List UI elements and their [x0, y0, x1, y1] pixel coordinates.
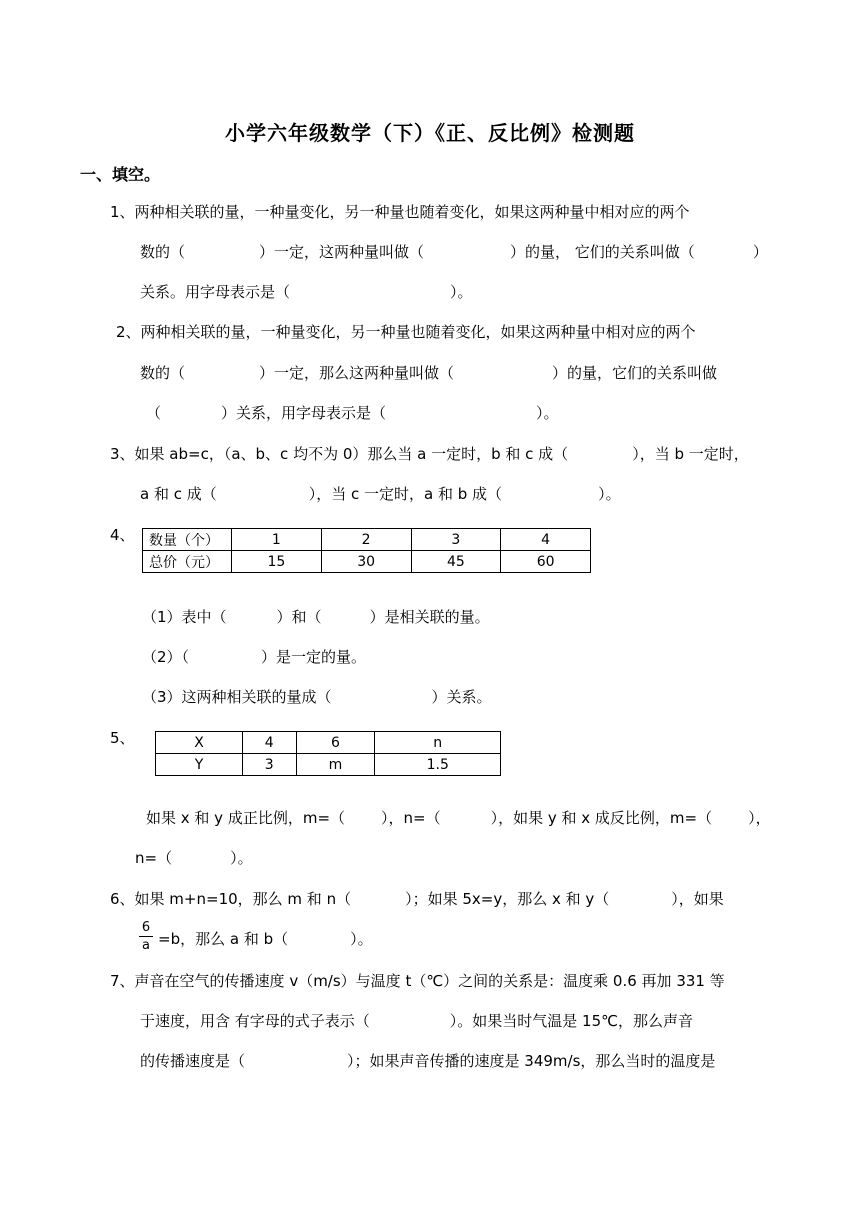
- table-row: [143, 551, 591, 573]
- q6-line1: 6、如果 m+n=10，那么 m 和 n（ ）；如果 5x=y，那么 x 和 y（ ），如果: [110, 890, 724, 908]
- q3-line1: 3、如果 ab=c，（a、b、c 均不为 0）那么当 a 一定时，b 和 c 成（ ），当 b 一定时，: [110, 445, 749, 463]
- table-cell: 4: [243, 732, 297, 754]
- fraction-numerator: 6: [141, 920, 151, 935]
- fraction-bar: [139, 936, 153, 937]
- q2-line3: （ ）关系，用字母表示是（ ）。: [146, 404, 559, 422]
- q7-line2: 于速度，用含 有字母的式子表示（ ）。如果当时气温是 15℃，那么声音: [140, 1012, 693, 1030]
- fraction-6-over-a: [139, 920, 153, 953]
- q4-sub1: （1）表中（ ）和（ ）是相关联的量。: [142, 608, 490, 626]
- q1-line2: 数的（ ）一定，这两种量叫做（ ）的量， 它们的关系叫做（ ）: [140, 243, 768, 261]
- table-cell: 数量（个）: [143, 529, 232, 551]
- q4-table: [142, 528, 591, 573]
- table-cell: 4: [501, 529, 591, 551]
- table-cell: 1.5: [375, 754, 501, 776]
- fraction-denominator: a: [142, 938, 150, 953]
- table-cell: 1: [232, 529, 322, 551]
- q7-line3: 的传播速度是（ ）；如果声音传播的速度是 349m/s，那么当时的温度是: [140, 1052, 716, 1070]
- table-cell: X: [156, 732, 243, 754]
- q2-line2: 数的（ ）一定，那么这两种量叫做（ ）的量，它们的关系叫做: [140, 364, 718, 382]
- table-cell: 3: [243, 754, 297, 776]
- table-cell: 45: [411, 551, 501, 573]
- q5-table: [155, 731, 501, 776]
- table-row: [156, 754, 501, 776]
- q3-line2: a 和 c 成（ ），当 c 一定时，a 和 b 成（ ）。: [140, 485, 621, 503]
- section-heading: 一、填空。: [80, 165, 161, 184]
- table-cell: 30: [321, 551, 411, 573]
- q1-line1: 1、两种相关联的量，一种量变化，另一种量也随着变化，如果这两种量中相对应的两个: [110, 203, 690, 221]
- table-cell: n: [375, 732, 501, 754]
- q5-line2: n=（ ）。: [135, 849, 253, 867]
- q5-line1: 如果 x 和 y 成正比例，m=（ ），n=（ ），如果 y 和 x 成反比例，m=（ ），: [146, 809, 771, 827]
- table-cell: Y: [156, 754, 243, 776]
- q1-line3: 关系。用字母表示是（ ）。: [140, 283, 473, 301]
- q4-sub2: （2）（ ）是一定的量。: [142, 648, 367, 666]
- table-row: [156, 732, 501, 754]
- table-cell: 6: [296, 732, 375, 754]
- q4-number: 4、: [110, 526, 135, 544]
- table-cell: 总价（元）: [143, 551, 232, 573]
- q7-line1: 7、声音在空气的传播速度 v（m/s）与温度 t（℃）之间的关系是：温度乘 0.6 再加 331 等: [110, 972, 725, 990]
- q2-line1: 2、两种相关联的量，一种量变化，另一种量也随着变化，如果这两种量中相对应的两个: [116, 323, 696, 341]
- table-cell: 60: [501, 551, 591, 573]
- q5-number: 5、: [110, 729, 135, 747]
- table-row: [143, 529, 591, 551]
- page-title: 小学六年级数学（下）《正、反比例》检测题: [225, 121, 635, 145]
- table-cell: 2: [321, 529, 411, 551]
- table-cell: 3: [411, 529, 501, 551]
- table-cell: m: [296, 754, 375, 776]
- q6-line2: =b，那么 a 和 b（ ）。: [158, 930, 373, 948]
- table-cell: 15: [232, 551, 322, 573]
- q4-sub3: （3）这两种相关联的量成（ ）关系。: [142, 688, 492, 706]
